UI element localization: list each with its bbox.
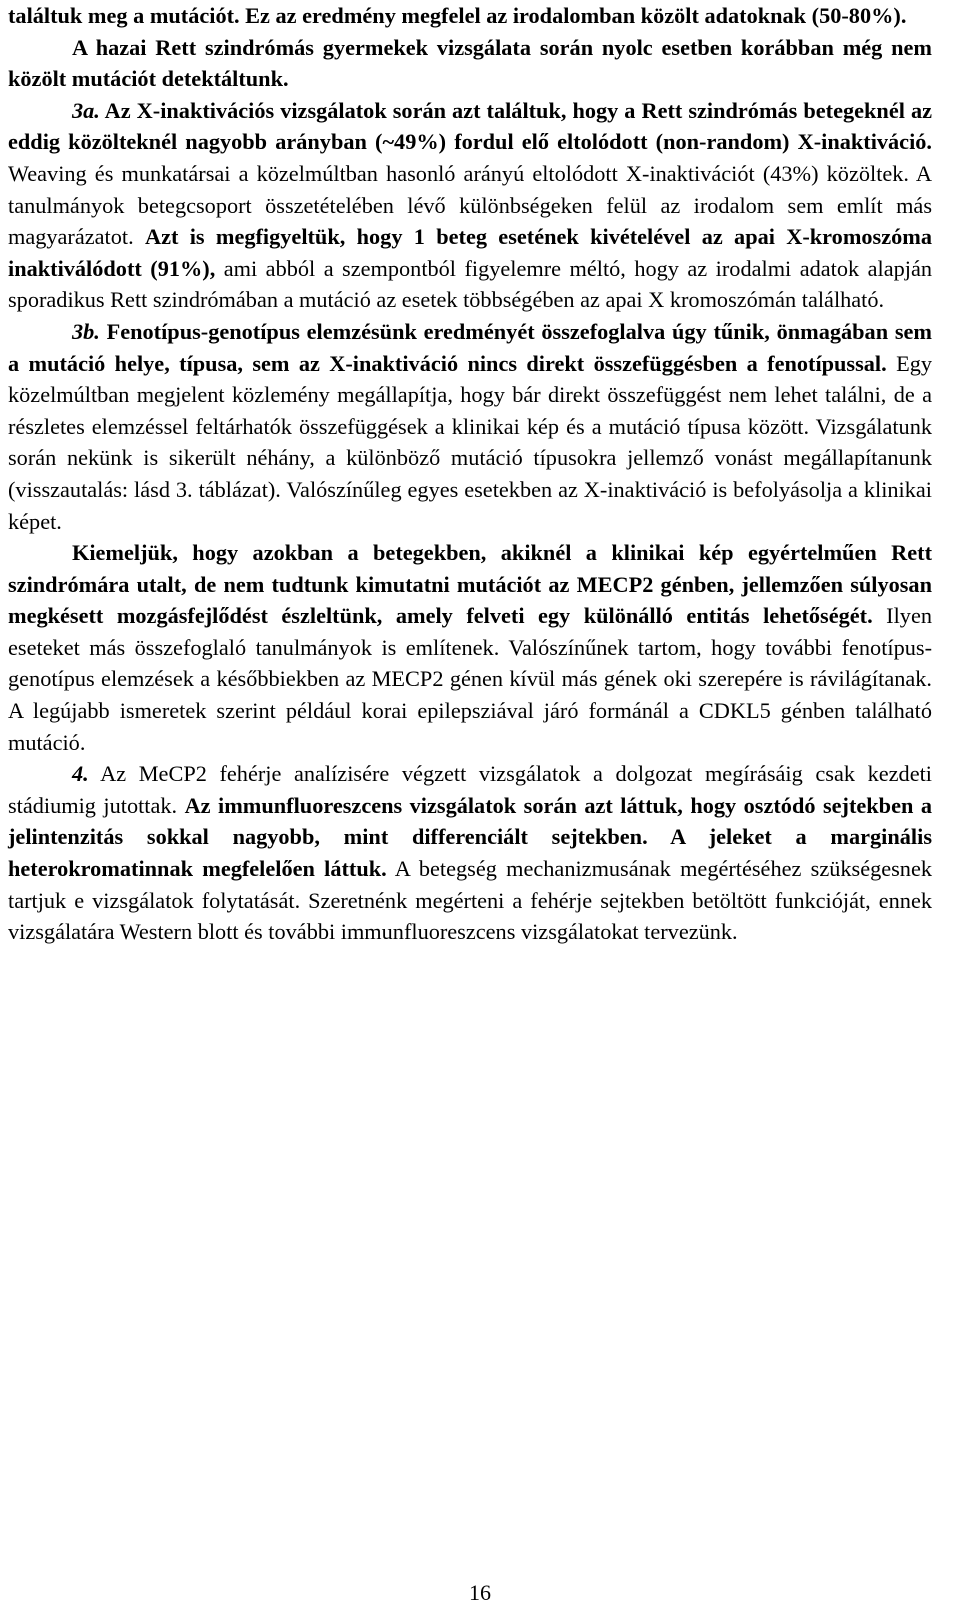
section-number-4: 4. — [72, 761, 89, 787]
paragraph-1-text: találtuk meg a mutációt. Ez az eredmény megfelel az irodalomban közölt adatoknak (50-80%). — [8, 3, 907, 28]
paragraph-2 — [8, 32, 932, 95]
paragraph-3a-bold-1: Az X-inaktivációs vizsgálatok során azt találtuk, hogy a Rett szindrómás betegeknél az eddig közölteknél nagyobb arányban (~49%) fordul elő eltolódott (non-random) X-inaktiváció. — [8, 97, 932, 155]
paragraph-emphasis-bold-1: Kiemeljük, hogy azokban a betegekben, akiknél a klinikai kép egyértelműen Rett szindrómára utalt, de nem tudtunk kimutatni mutációt az MECP2 génben, jellemzően súlyosan megkésett mozgásfejlődést észleltünk, amely felveti egy különálló entitás lehetőségét. — [8, 540, 932, 629]
paragraph-4-text-2: A betegség mechanizmusának megértéséhez szükségesnek tartjuk e vizsgálatok folytatását. Szeretnénk megérteni a fehérje sejtekben betöltött funkcióját, ennek vizsgálatára Western blott és további immunfluoreszcens vizsgálatokat tervezünk. — [8, 856, 933, 945]
paragraph-3a-text-2: ami abból a szempontból figyelemre méltó, hogy az irodalmi adatok alapján sporadikus Rett szindrómában a mutáció az esetek többségében az apai X kromoszómán található. — [8, 255, 932, 313]
paragraph-emphasis-text-1: Ilyen eseteket más összefoglaló tanulmányok is említenek. Valószínűnek tartom, hogy további fenotípus-genotípus elemzések a későbbiekben az MECP2 génen kívül más gének oki szerepére is rávilágítanak. A legújabb ismeretek szerint például korai epilepsziával járó formánál a CDKL5 génben található mutáció. — [8, 603, 932, 755]
paragraph-3b — [8, 316, 932, 537]
section-number-3a: 3a. — [72, 97, 100, 123]
paragraph-3b-bold-1: Fenotípus-genotípus elemzésünk eredményét összefoglalva úgy tűnik, önmagában sem a mutáció helye, típusa, sem az X-inaktiváció nincs direkt összefüggésben a fenotípussal. — [8, 318, 932, 376]
paragraph-3a-text-1: Weaving és munkatársai a közelmúltban hasonló arányú eltolódott X-inaktivációt (43%) közöltek. A tanulmányok betegcsoport összetételében lévő különbségeken felül az irodalom sem említ más magyarázatot. — [8, 160, 932, 250]
page-number: 16 — [469, 1580, 491, 1605]
paragraph-4-bold-1: Az immunfluoreszcens vizsgálatok során azt láttuk, hogy osztódó sejtekben a jelintenzitás sokkal nagyobb, mint differenciált sejtekben. A jeleket a marginális heterokromatinnak megfelelően láttuk. — [8, 792, 932, 882]
paragraph-1 — [8, 0, 932, 32]
paragraph-3a — [8, 95, 932, 316]
paragraph-emphasis — [8, 537, 932, 758]
paragraph-4-text-1: Az MeCP2 fehérje analízisére végzett vizsgálatok a dolgozat megírásáig csak kezdeti stádiumig jutottak. — [8, 761, 932, 818]
section-number-3b: 3b. — [72, 318, 100, 344]
paragraph-3a-bold-2: Azt is megfigyeltük, hogy 1 beteg esetének kivételével az apai X-kromoszóma inaktiválódott (91%), — [8, 224, 932, 281]
paragraph-4 — [8, 758, 932, 948]
paragraph-2-text: A hazai Rett szindrómás gyermekek vizsgálata során nyolc esetben korábban még nem közölt mutációt detektáltunk. — [8, 34, 932, 92]
paragraph-3b-text-1: Egy közelmúltban megjelent közlemény megállapítja, hogy bár direkt összefüggést nem lehet találni, de a részletes elemzéssel feltárhatók összefüggések a klinikai kép és a mutáció típusa között. Vizsgálatunk során nekünk is sikerült néhány, a különböző mutáció típusokra jellemző vonást megállapítanunk (visszautalás: lásd 3. táblázat). Valószínűleg egyes esetekben az X-inaktiváció is befolyásolja a klinikai képet. — [8, 350, 933, 534]
document-page — [8, 0, 932, 948]
